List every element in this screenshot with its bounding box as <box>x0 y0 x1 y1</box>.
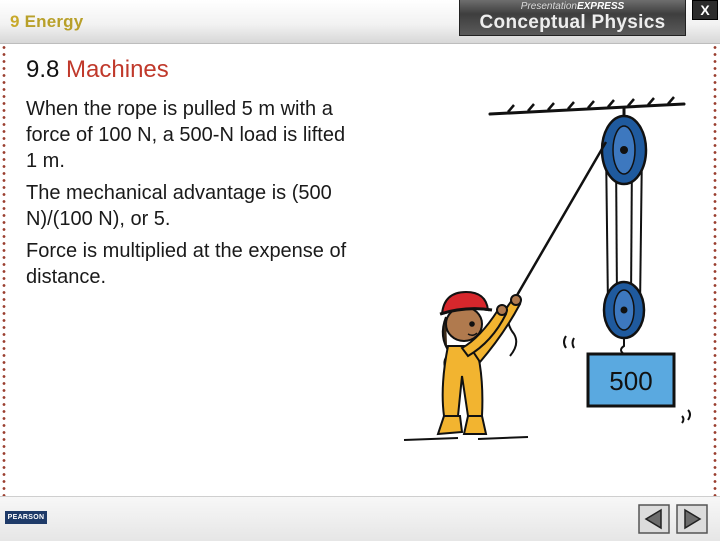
section-title: Machines <box>66 56 169 83</box>
section-number: 9.8 <box>26 56 60 83</box>
brand-banner <box>459 0 686 36</box>
upper-pulley-icon <box>602 116 646 184</box>
lower-pulley-icon <box>604 282 644 354</box>
left-dotted-border <box>2 44 6 496</box>
bullet-item: The mechanical advantage is (500 N)/(100 N), or 5. <box>26 182 332 230</box>
bullet-list <box>26 96 356 296</box>
slide-title <box>26 56 169 84</box>
load-weight-icon <box>588 354 674 406</box>
chapter-number: 9 <box>10 12 20 31</box>
next-slide-button[interactable] <box>676 504 708 534</box>
brand-subtitle <box>460 1 685 12</box>
pulley-illustration <box>398 92 698 452</box>
load-label: 500 <box>609 366 653 396</box>
slide-header <box>0 0 720 44</box>
brand-title: Conceptual Physics <box>479 12 666 33</box>
close-button[interactable]: X <box>692 0 718 20</box>
bullet-item: When the rope is pulled 5 m with a force of 100 N, a 500-N load is lifted 1 m. <box>26 98 346 172</box>
right-dotted-border <box>713 44 717 496</box>
header-divider <box>0 43 720 44</box>
previous-slide-button[interactable] <box>638 504 670 534</box>
chapter-title: Energy <box>24 12 84 31</box>
ceiling-beam-icon <box>490 97 684 114</box>
pearson-logo: PEARSON <box>5 511 47 524</box>
brand-subtitle-prefix: Presentation <box>520 1 577 12</box>
bullet-item: Force is multiplied at the expense of distance. <box>26 240 347 288</box>
worker-figure-icon <box>438 292 521 434</box>
brand-subtitle-suffix: EXPRESS <box>576 1 625 12</box>
chapter-label <box>10 12 83 32</box>
slide-footer <box>0 496 720 541</box>
